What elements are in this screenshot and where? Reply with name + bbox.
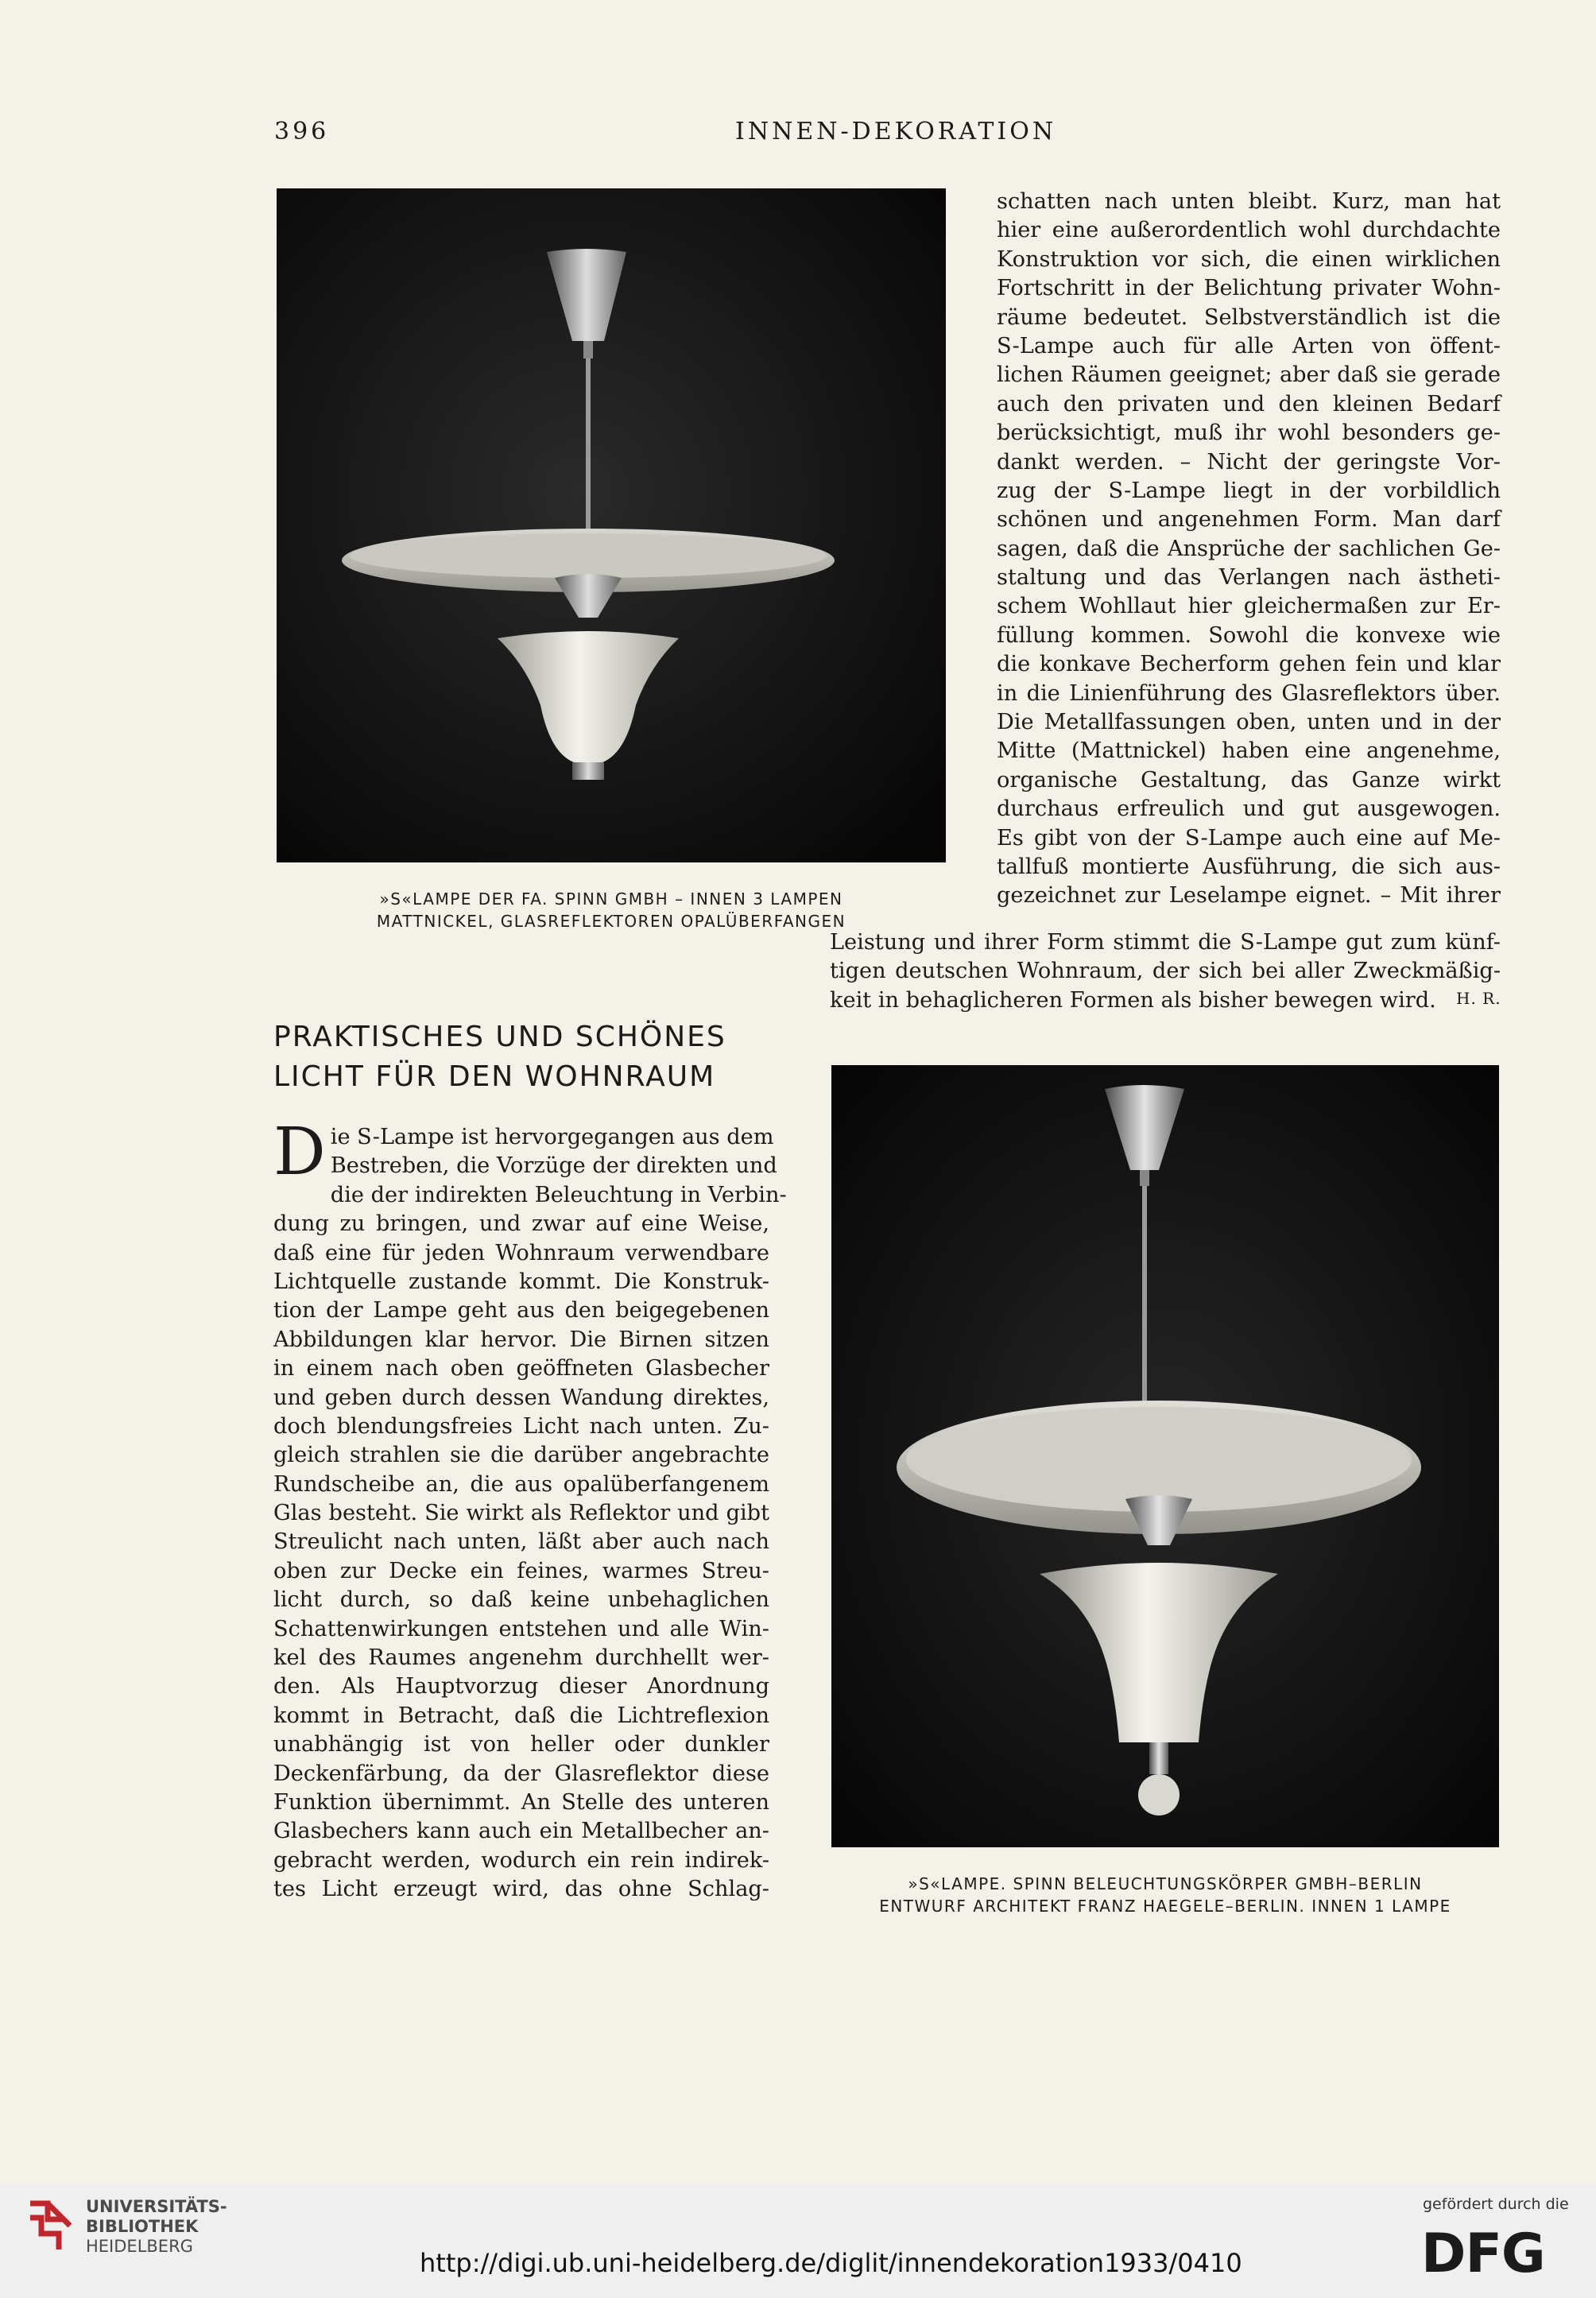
text-line: in einem nach oben geöffneten Glasbecher xyxy=(273,1356,769,1382)
library-line-3: HEIDELBERG xyxy=(86,2237,193,2256)
text-line: daß eine für jeden Wohnraum verwendbare xyxy=(273,1240,769,1265)
funding-text: gefördert durch die xyxy=(1423,2195,1569,2213)
text-line: doch blendungsfreies Licht nach unten. Zu- xyxy=(273,1413,769,1439)
text-line: die konkave Becherform gehen fein und klar xyxy=(997,652,1501,677)
lamp-photo-1 xyxy=(277,188,946,862)
figure-2-caption: »S«LAMPE. SPINN BELEUCHTUNGSKÖRPER GMBH–BERLIN ENTWURF ARCHITEKT FRANZ HAEGELE–BERLIN. INNEN 1 LAMPE xyxy=(879,1874,1451,1916)
text-line: lichen Räumen geeignet; aber daß sie gerade xyxy=(997,362,1501,388)
text-line: Abbildungen klar hervor. Die Birnen sitzen xyxy=(273,1327,769,1352)
text-line: Glas besteht. Sie wirkt als Reflektor und gibt xyxy=(273,1501,769,1526)
text-line: dung zu bringen, und zwar auf eine Weise, xyxy=(273,1211,769,1237)
text-line: Leistung und ihrer Form stimmt die S-Lampe gut zum künf- xyxy=(830,930,1501,955)
text-line: den. Als Hauptvorzug dieser Anordnung xyxy=(273,1674,769,1699)
text-line: keit in behaglicheren Formen als bisher bewegen wird. xyxy=(830,987,1436,1013)
lamp-1-illustration xyxy=(277,188,946,862)
text-line: auch den privaten und den kleinen Bedarf xyxy=(997,391,1501,417)
lamp-photo-2 xyxy=(831,1065,1499,1847)
text-line: S-Lampe auch für alle Arten von öffent- xyxy=(997,333,1501,358)
text-line: Streulicht nach unten, läßt aber auch nach xyxy=(273,1529,769,1555)
text-line: ie S-Lampe ist hervorgegangen aus dem xyxy=(330,1125,774,1149)
lamp-2-illustration xyxy=(831,1065,1499,1847)
library-line-1: UNIVERSITÄTS- xyxy=(86,2197,227,2216)
running-title: INNEN-DEKORATION xyxy=(735,118,1057,145)
ub-heidelberg-logo-icon xyxy=(24,2197,76,2259)
figure-1-caption: »S«LAMPE DER FA. SPINN GMBH – INNEN 3 LAMPEN MATTNICKEL, GLASREFLEKTOREN OPALÜBERFANGEN xyxy=(376,889,846,931)
text-line: und geben durch dessen Wandung direktes, xyxy=(273,1385,769,1410)
text-line: oben zur Decke ein feines, warmes Streu- xyxy=(273,1558,769,1583)
text-line: tes Licht erzeugt wird, das ohne Schlag- xyxy=(273,1877,769,1902)
text-line: Deckenfärbung, da der Glasreflektor diese xyxy=(273,1761,769,1786)
text-line: berücksichtigt, muß ihr wohl besonders ge- xyxy=(997,420,1501,446)
text-line: Es gibt von der S-Lampe auch eine auf Me- xyxy=(997,825,1501,851)
text-line: gleich strahlen sie die darüber angebrachte xyxy=(273,1443,769,1468)
text-line: Bestreben, die Vorzüge der direkten und xyxy=(330,1153,777,1179)
text-line: die der indirekten Beleuchtung in Verbin- xyxy=(330,1182,787,1207)
text-line: kommt in Betracht, daß die Lichtreflexion xyxy=(273,1703,769,1728)
drop-cap: D xyxy=(273,1114,326,1190)
text-line: tallfuß montierte Ausführung, die sich aus- xyxy=(997,854,1501,879)
text-line: Glasbechers kann auch ein Metallbecher an- xyxy=(273,1819,769,1844)
text-line: Lichtquelle zustande kommt. Die Konstruk- xyxy=(273,1269,769,1294)
author-signature: H. R. xyxy=(1456,989,1501,1008)
article-left-column xyxy=(273,1114,787,1905)
article-heading: PRAKTISCHES UND SCHÖNES LICHT FÜR DEN WOHNRAUM xyxy=(273,1021,726,1093)
text-line: Die Metallfassungen oben, unten und in der xyxy=(997,710,1501,735)
text-line: staltung und das Verlangen nach ästheti- xyxy=(997,565,1501,591)
text-line: schönen und angenehmen Form. Man darf xyxy=(997,507,1501,533)
library-name xyxy=(86,2197,227,2257)
text-line: in die Linienführung des Glasreflektors über. xyxy=(997,680,1501,706)
text-line: organische Gestaltung, das Ganze wirkt xyxy=(997,767,1501,792)
text-line: licht durch, so daß keine unbehaglichen xyxy=(273,1587,769,1613)
text-line: Fortschritt in der Belichtung privater Wohn- xyxy=(997,276,1501,301)
text-line: zug der S-Lampe liegt in der vorbildlich xyxy=(997,478,1501,503)
text-line: räume bedeutet. Selbstverständlich ist die xyxy=(997,304,1501,330)
text-line: gebracht werden, wodurch ein rein indirek- xyxy=(273,1847,769,1873)
text-line: füllung kommen. Sowohl die konvexe wie xyxy=(997,622,1501,648)
text-line: Funktion übernimmt. An Stelle des unteren xyxy=(273,1789,769,1815)
text-line: tion der Lampe geht aus den beigegebenen xyxy=(273,1298,769,1323)
library-line-2: BIBLIOTHEK xyxy=(86,2217,199,2236)
text-line: schem Wohllaut hier gleichermaßen zur Er- xyxy=(997,594,1501,619)
text-line: dankt werden. – Nicht der geringste Vor- xyxy=(997,449,1501,475)
text-line: Konstruktion vor sich, die einen wirklichen xyxy=(997,246,1501,272)
text-line: durchaus erfreulich und gut ausgewogen. xyxy=(997,796,1501,822)
text-line: Rundscheibe an, die aus opalüberfangenem xyxy=(273,1471,769,1497)
text-line: tigen deutschen Wohnraum, der sich bei aller Zweckmäßig- xyxy=(830,959,1501,984)
text-line: unabhängig ist von heller oder dunkler xyxy=(273,1732,769,1757)
text-line: schatten nach unten bleibt. Kurz, man hat xyxy=(997,189,1501,214)
text-line: kel des Raumes angenehm durchhellt wer- xyxy=(273,1645,769,1671)
page-number: 396 xyxy=(274,118,330,145)
article-continuation xyxy=(830,928,1501,1015)
article-right-column xyxy=(997,188,1501,911)
text-line: Schattenwirkungen entstehen und alle Win- xyxy=(273,1616,769,1641)
text-line: sagen, daß die Ansprüche der sachlichen Ge- xyxy=(997,536,1501,561)
text-line: gezeichnet zur Leselampe eignet. – Mit ihrer xyxy=(997,883,1501,909)
text-line: Mitte (Mattnickel) haben eine angenehme, xyxy=(997,738,1501,764)
source-url-link[interactable]: http://digi.ub.uni-heidelberg.de/diglit/innendekoration1933/0410 xyxy=(420,2248,1242,2278)
text-line: hier eine außerordentlich wohl durchdachte xyxy=(997,218,1501,243)
dfg-logo: DFG xyxy=(1421,2222,1545,2285)
digitization-footer xyxy=(0,2184,1596,2298)
